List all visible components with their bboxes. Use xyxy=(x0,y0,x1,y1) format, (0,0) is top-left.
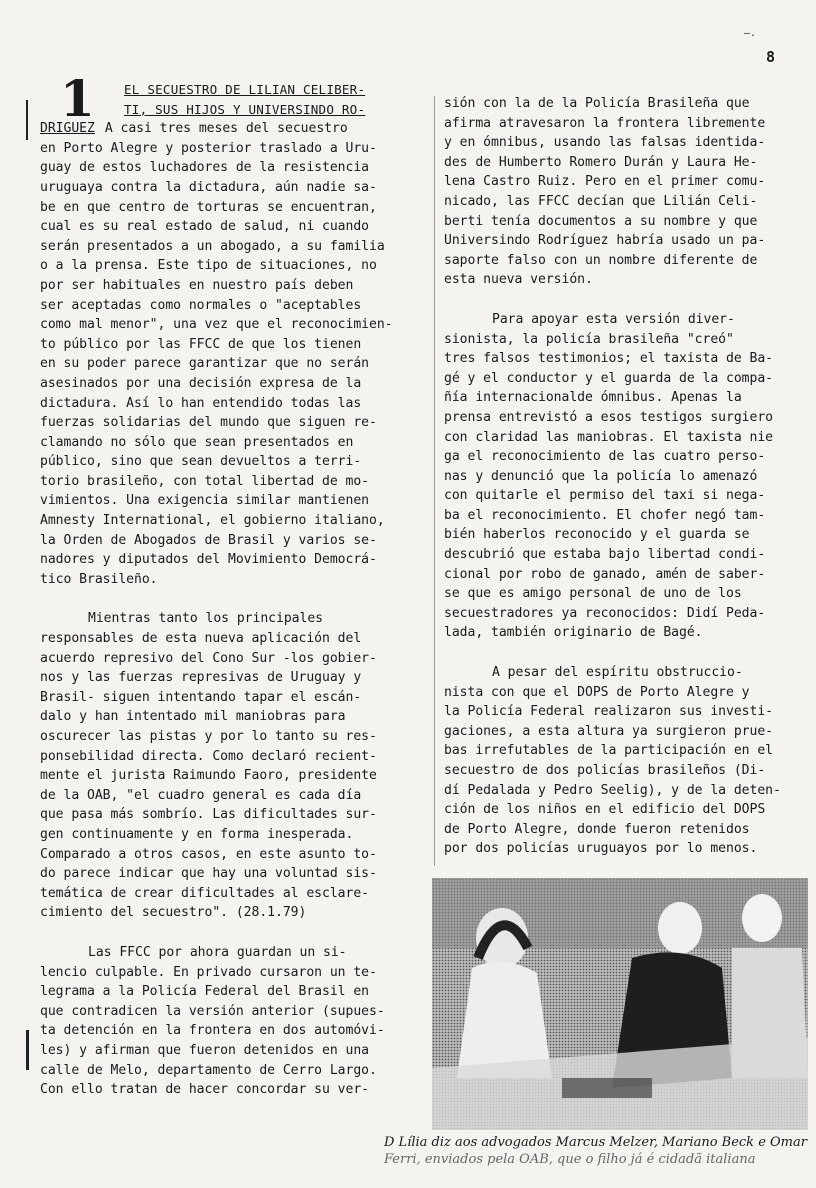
article-number: 1 xyxy=(60,69,95,128)
text-line: les) y afirman que fueron detenidos en una xyxy=(40,1042,369,1058)
text-line: bas irrefutables de la participación en el xyxy=(444,743,773,759)
text-line: o a la prensa. Este tipo de situaciones, no xyxy=(40,258,377,274)
article-title xyxy=(124,80,432,119)
text-line: nicado, las FFCC decían que Lilián Celi- xyxy=(444,193,758,209)
caption-line: Ferri, enviados pela OAB, que o filho já é cidadã italiana xyxy=(384,1152,756,1167)
text-line: ser aceptadas como normales o "aceptables xyxy=(40,297,362,313)
caption-line: D Lília diz aos advogados Marcus Melzer, Mariano Beck e Omar xyxy=(384,1135,807,1150)
paragraph xyxy=(40,119,432,589)
text-line: mente el jurista Raimundo Faoro, presidente xyxy=(40,768,377,784)
text-line: clamando no sólo que sean presentados en xyxy=(40,434,354,450)
margin-rule xyxy=(26,1030,29,1070)
text-line: como mal menor", una vez que el reconocimien- xyxy=(40,317,393,333)
text-line: berti tenía documentos a su nombre y que xyxy=(444,213,758,229)
text-line: nista con que el DOPS de Porto Alegre y xyxy=(444,684,750,700)
text-line: la Orden de Abogados de Brasil y varios se- xyxy=(40,532,377,548)
text-line: nas y denunció que la policía lo amenazó xyxy=(444,468,758,484)
text-line: uruguaya contra la dictadura, aún nadie sa- xyxy=(40,179,377,195)
text-line: dí Pedalada y Pedro Seelig), y de la deten- xyxy=(444,782,781,798)
text-line: Para apoyar esta versión diver- xyxy=(492,311,735,327)
text-line: afirma atravesaron la frontera libremente xyxy=(444,115,766,131)
paragraph-gap xyxy=(444,290,784,310)
text-line: legrama a la Policía Federal del Brasil en xyxy=(40,984,369,1000)
paragraph xyxy=(444,94,784,290)
paragraph-gap xyxy=(40,923,432,943)
news-photo xyxy=(432,878,808,1130)
text-line: la Policía Federal realizaron sus investi- xyxy=(444,704,773,720)
text-line: nadores y diputados del Movimiento Democrá- xyxy=(40,552,377,568)
text-line: temática de crear dificultades al esclare- xyxy=(40,885,369,901)
text-line: en su poder parece garantizar que no serán xyxy=(40,356,369,372)
left-column-body xyxy=(40,119,432,1100)
text-line: A pesar del espíritu obstruccio- xyxy=(492,665,743,681)
paragraph-gap xyxy=(444,643,784,663)
photo-caption xyxy=(384,1134,816,1168)
text-line: que contradicen la versión anterior (supues- xyxy=(40,1003,385,1019)
text-line: sión con la de la Policía Brasileña que xyxy=(444,96,750,111)
text-line: be en que centro de torturas se encuentran, xyxy=(40,199,377,215)
text-line: Comparado a otros casos, en este asunto to- xyxy=(40,846,377,862)
margin-rule xyxy=(26,100,28,140)
text-line: gaciones, a esta altura ya surgieron prue- xyxy=(444,723,773,739)
text-line: ción de los niños en el edificio del DOPS xyxy=(444,802,766,818)
title-line: EL SECUESTRO DE LILIAN CELIBER- xyxy=(124,82,366,97)
text-line: dictadura. Así lo han entendido todas las xyxy=(40,395,362,411)
paragraph xyxy=(40,609,432,923)
text-line: Con ello tratan de hacer concordar su ver- xyxy=(40,1082,369,1098)
paragraph xyxy=(40,943,432,1100)
text-line: oscurecer las pistas y por lo tanto su res- xyxy=(40,729,377,744)
text-line: lada, también originario de Bagé. xyxy=(444,625,703,641)
text-line: público, sino que sean devueltos a terri- xyxy=(40,454,362,470)
text-line: esta nueva versión. xyxy=(444,272,593,288)
paragraph xyxy=(444,310,784,643)
text-line: Amnesty International, el gobierno italiano, xyxy=(40,513,385,529)
text-line: cimiento del secuestro". (28.1.79) xyxy=(40,905,307,921)
text-line xyxy=(40,119,432,139)
text-line: de la OAB, "el cuadro general es cada día xyxy=(40,787,362,803)
text-line: gé y el conductor y el guarda de la compa- xyxy=(444,370,773,386)
text-line: y en ómnibus, usando las falsas identida- xyxy=(444,135,766,151)
text-line: lencio culpable. En privado cursaron un te- xyxy=(40,964,377,980)
text-line: to público por las FFCC de que los tienen xyxy=(40,336,362,352)
text-line: secuestro de dos policías brasileños (Di- xyxy=(444,763,766,778)
left-column xyxy=(40,80,432,1100)
text-line: tres falsos testimonios; el taxista de Ba- xyxy=(444,351,773,367)
paragraph xyxy=(444,663,784,859)
text-line: ta detención en la frontera en dos automóvi- xyxy=(40,1023,385,1039)
text-line: nos y las fuerzas represivas de Uruguay y xyxy=(40,670,362,686)
text-line: asesinados por una decisión expresa de la xyxy=(40,375,362,391)
text-line: ba el reconocimiento. El chofer negó tam- xyxy=(444,507,766,523)
text-line: saporte falso con un nombre diferente de xyxy=(444,252,758,268)
text-line: gen continuamente y en forma inesperada. xyxy=(40,826,354,842)
text-line: Universindo Rodríguez habría usado un pa- xyxy=(444,233,766,249)
text-line: responsables de esta nueva aplicación del xyxy=(40,631,362,647)
text-line: Mientras tanto los principales xyxy=(88,611,323,627)
text-line: prensa entrevistó a esos testigos surgiero xyxy=(444,409,773,425)
text-line: fuerzas solidarias del mundo que siguen re- xyxy=(40,415,377,431)
text-line: cional por robo de ganado, amén de saber- xyxy=(444,566,766,582)
text-line: de Porto Alegre, donde fueron retenidos xyxy=(444,821,750,837)
text-line: serán presentados a un abogado, a su familia xyxy=(40,238,385,254)
text-line: acuerdo represivo del Cono Sur -los gobier- xyxy=(40,650,377,666)
text-line: ñía internacionalde ómnibus. Apenas la xyxy=(444,390,742,406)
photo-halftone xyxy=(432,878,808,1130)
text-line: des de Humberto Romero Durán y Laura He- xyxy=(444,154,758,170)
text-line: torio brasileño, con total libertad de mo- xyxy=(40,473,369,489)
text-line: con quitarle el permiso del taxi si nega- xyxy=(444,488,766,504)
text-line: secuestradores ya reconocidos: Didí Peda- xyxy=(444,605,766,621)
text-line: sionista, la policía brasileña "creó" xyxy=(444,331,734,347)
right-column xyxy=(444,94,784,859)
text-line: por ser habituales en nuestro país deben xyxy=(40,277,354,293)
text-line: en Porto Alegre y posterior traslado a Uru- xyxy=(40,140,377,156)
text-line: descubrió que estaba bajo libertad condi- xyxy=(444,547,766,563)
text-line: do parece indicar que hay una voluntad sis- xyxy=(40,866,377,882)
page-number: 8 xyxy=(766,48,776,66)
top-mark: —. xyxy=(744,28,757,39)
first-line-text: A casi tres meses del secuestro xyxy=(104,121,348,137)
text-line: que pasa más sombrío. Las dificultades sur- xyxy=(40,807,377,823)
text-line: lena Castro Ruiz. Pero en el primer comu- xyxy=(444,174,766,190)
text-line: cual es su real estado de salud, ni cuando xyxy=(40,219,369,235)
text-line: con claridad las maniobras. El taxista nie xyxy=(444,429,773,445)
text-line: ga el reconocimiento de las cuatro perso- xyxy=(444,449,766,465)
text-line: Las FFCC por ahora guardan un si- xyxy=(88,944,347,960)
text-line: Brasil- siguen intentando tapar el escán- xyxy=(40,689,362,705)
text-line: vimientos. Una exigencia similar mantienen xyxy=(40,493,369,509)
title-line: TI, SUS HIJOS Y UNIVERSINDO RO- xyxy=(124,101,366,117)
title-tail: DRIGUEZ xyxy=(40,121,95,137)
text-line: tico Brasileño. xyxy=(40,571,158,587)
column-divider xyxy=(434,96,435,866)
text-line: bién haberlos reconocido y el guarda se xyxy=(444,527,750,543)
text-line: calle de Melo, departamento de Cerro Largo. xyxy=(40,1062,377,1078)
text-line: por dos policías uruguayos por lo menos. xyxy=(444,841,758,857)
text-line: se que es amigo personal de uno de los xyxy=(444,586,742,602)
text-line: dalo y han intentado mil maniobras para xyxy=(40,709,346,725)
text-line: ponsebilidad directa. Como declaró recient- xyxy=(40,748,377,764)
text-line: guay de estos luchadores de la resistencia xyxy=(40,160,369,176)
paragraph-gap xyxy=(40,589,432,609)
